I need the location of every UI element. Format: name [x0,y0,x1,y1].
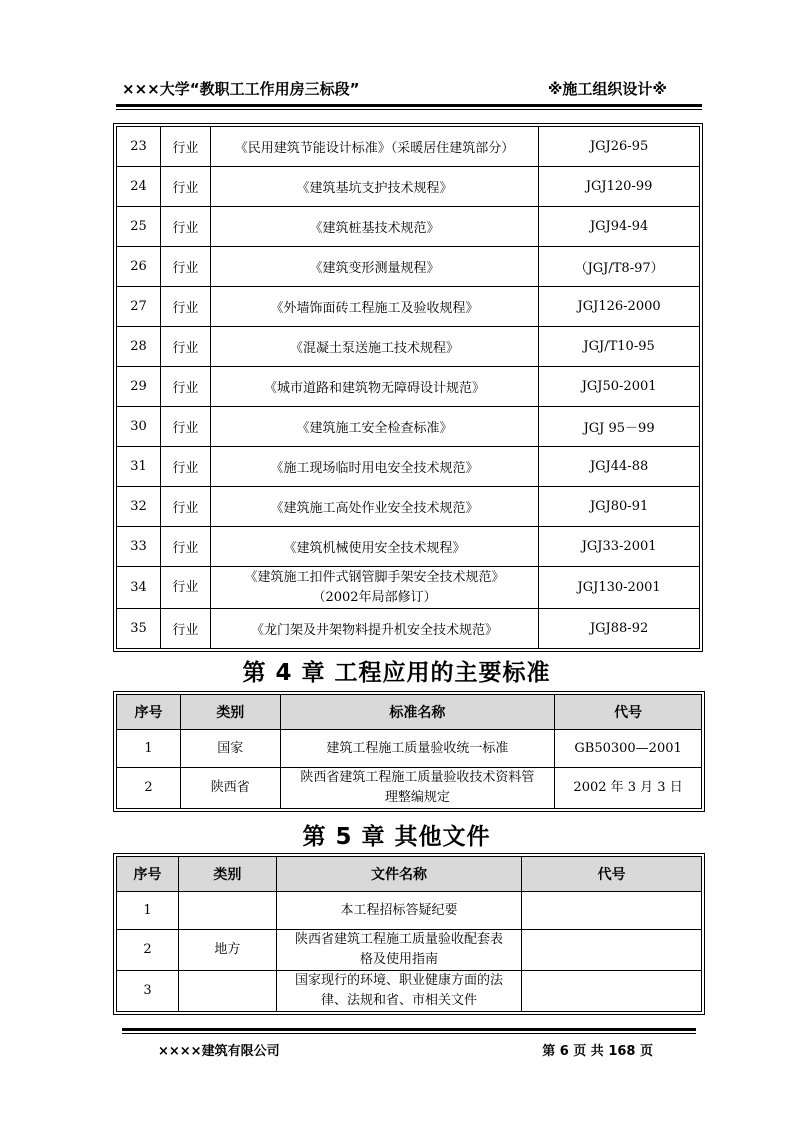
row-type: 行业 [160,609,210,649]
row-name-line: 建筑工程施工质量验收统一标准 [326,740,509,756]
footer-company: ××××建筑有限公司 [158,1044,280,1059]
row-number: 29 [117,367,161,407]
row-name [210,407,538,447]
header-type: 类别 [180,695,280,730]
header-name: 标准名称 [280,695,554,730]
row-name-line: 《建筑机械使用安全技术规程》 [283,541,466,556]
standards-table [116,126,700,649]
row-type [178,971,276,1012]
header-title: ×××大学“教职工工作用房三标段” [122,80,360,98]
row-name-line: 陕西省建筑工程施工质量验收技术资料管 [300,770,535,785]
row-name-line: （2002年局部修订） [312,589,437,605]
header-doc-type: ※施工组织设计※ [547,80,667,98]
row-type: 行业 [160,487,210,527]
table-row [117,527,700,567]
row-type: 行业 [160,367,210,407]
row-name-line: 《建筑施工安全检查标准》 [296,421,453,436]
row-name-line: 《外墙饰面砖工程施工及验收规程》 [270,301,479,316]
row-name [276,930,522,971]
row-name-line: 理整编规定 [384,790,450,805]
header-no: 序号 [117,695,181,730]
row-name-line: 本工程招标答疑纪要 [340,902,458,918]
row-name-line: 陕西省建筑工程施工质量验收配套表 [295,932,504,947]
row-name-line: 《施工现场临时用电安全技术规范》 [270,461,479,476]
table-row [117,730,702,768]
row-code: JGJ33-2001 [539,527,700,567]
row-name-line: 《建筑桩基技术规范》 [309,221,440,236]
row-type: 地方 [178,930,276,971]
row-type: 行业 [160,207,210,247]
row-number: 31 [117,447,161,487]
row-name [210,287,538,327]
row-name [276,892,522,930]
table-row [117,127,700,167]
row-type: 行业 [160,167,210,207]
table-row [117,487,700,527]
row-code: （JGJ/T8-97） [539,247,700,287]
header-no: 序号 [117,857,179,892]
chapter-5-title: 第 5 章 其他文件 [302,824,491,850]
row-number: 28 [117,327,161,367]
chapter-4-title: 第 4 章 工程应用的主要标准 [242,660,551,686]
row-name-line: 国家现行的环境、职业健康方面的法 [295,973,504,988]
footer-page-number: 第 6 页 共 168 页 [542,1044,653,1059]
row-number: 35 [117,609,161,649]
row-type: 行业 [160,287,210,327]
header-rule [116,104,702,107]
row-name-line: 《民用建筑节能设计标准》（采暖居住建筑部分） [234,141,515,156]
table-row [117,768,702,809]
row-name [210,127,538,167]
row-code: JGJ80-91 [539,487,700,527]
row-type: 行业 [160,527,210,567]
row-type: 陕西省 [180,768,280,809]
chapter-4-table [116,694,702,809]
table-row [117,247,700,287]
row-number: 33 [117,527,161,567]
row-name-line: 《建筑施工高处作业安全技术规范》 [270,501,479,516]
table-header-row [117,857,702,892]
row-name [210,527,538,567]
row-number: 2 [117,768,181,809]
row-number: 1 [117,892,179,930]
table-row [117,287,700,327]
header-code: 代号 [522,857,702,892]
row-code: 2002 年 3 月 3 日 [555,768,702,809]
row-type: 行业 [160,567,210,609]
row-name-line: 《龙门架及井架物料提升机安全技术规范》 [251,623,499,638]
row-type: 行业 [160,407,210,447]
table-row [117,930,702,971]
header-rule-thin [116,109,702,110]
row-code: JGJ130-2001 [539,567,700,609]
row-type: 国家 [180,730,280,768]
table-row [117,609,700,649]
row-code: JGJ120-99 [539,167,700,207]
header-type: 类别 [178,857,276,892]
table-row [117,971,702,1012]
header-code: 代号 [555,695,702,730]
row-name [280,730,554,768]
row-number: 25 [117,207,161,247]
row-number: 2 [117,930,179,971]
table-row [117,367,700,407]
row-type: 行业 [160,247,210,287]
row-code: JGJ126-2000 [539,287,700,327]
row-name [210,609,538,649]
row-name-line: 《建筑施工扣件式钢管脚手架安全技术规范》 [244,569,505,585]
row-name [210,567,538,609]
row-name [210,487,538,527]
row-name [210,207,538,247]
row-code [522,930,702,971]
row-name [210,247,538,287]
row-name [280,768,554,809]
row-code: JGJ26-95 [539,127,700,167]
table-row [117,447,700,487]
row-number: 30 [117,407,161,447]
row-type: 行业 [160,127,210,167]
table-row [117,167,700,207]
table-row [117,207,700,247]
row-number: 26 [117,247,161,287]
table-row [117,407,700,447]
row-code: JGJ50-2001 [539,367,700,407]
row-number: 32 [117,487,161,527]
row-code [522,892,702,930]
footer-rule [122,1028,696,1031]
row-number: 23 [117,127,161,167]
row-name [276,971,522,1012]
row-number: 27 [117,287,161,327]
table-header-row [117,695,702,730]
row-name-line: 《建筑基坑支护技术规程》 [296,181,453,196]
chapter-5-table [116,856,702,1012]
row-name [210,367,538,407]
row-number: 34 [117,567,161,609]
row-name-line: 《混凝土泵送施工技术规程》 [290,341,460,356]
row-number: 1 [117,730,181,768]
row-name [210,447,538,487]
header-name: 文件名称 [276,857,522,892]
row-name-line: 格及使用指南 [360,952,439,967]
row-code: JGJ44-88 [539,447,700,487]
row-code: JGJ94-94 [539,207,700,247]
table-row [117,892,702,930]
row-name-line: 律、法规和省、市相关文件 [321,993,478,1008]
row-code: JGJ/T10-95 [539,327,700,367]
row-code [522,971,702,1012]
row-code: JGJ 95－99 [539,407,700,447]
row-type: 行业 [160,327,210,367]
table-row [117,327,700,367]
row-name [210,327,538,367]
table-row [117,567,700,609]
row-code: GB50300—2001 [555,730,702,768]
row-number: 3 [117,971,179,1012]
row-type: 行业 [160,447,210,487]
row-name [210,167,538,207]
row-type [178,892,276,930]
row-code: JGJ88-92 [539,609,700,649]
row-name-line: 《建筑变形测量规程》 [309,261,440,276]
footer-rule-thin [122,1033,696,1034]
row-name-line: 《城市道路和建筑物无障碍设计规范》 [264,381,486,396]
row-number: 24 [117,167,161,207]
